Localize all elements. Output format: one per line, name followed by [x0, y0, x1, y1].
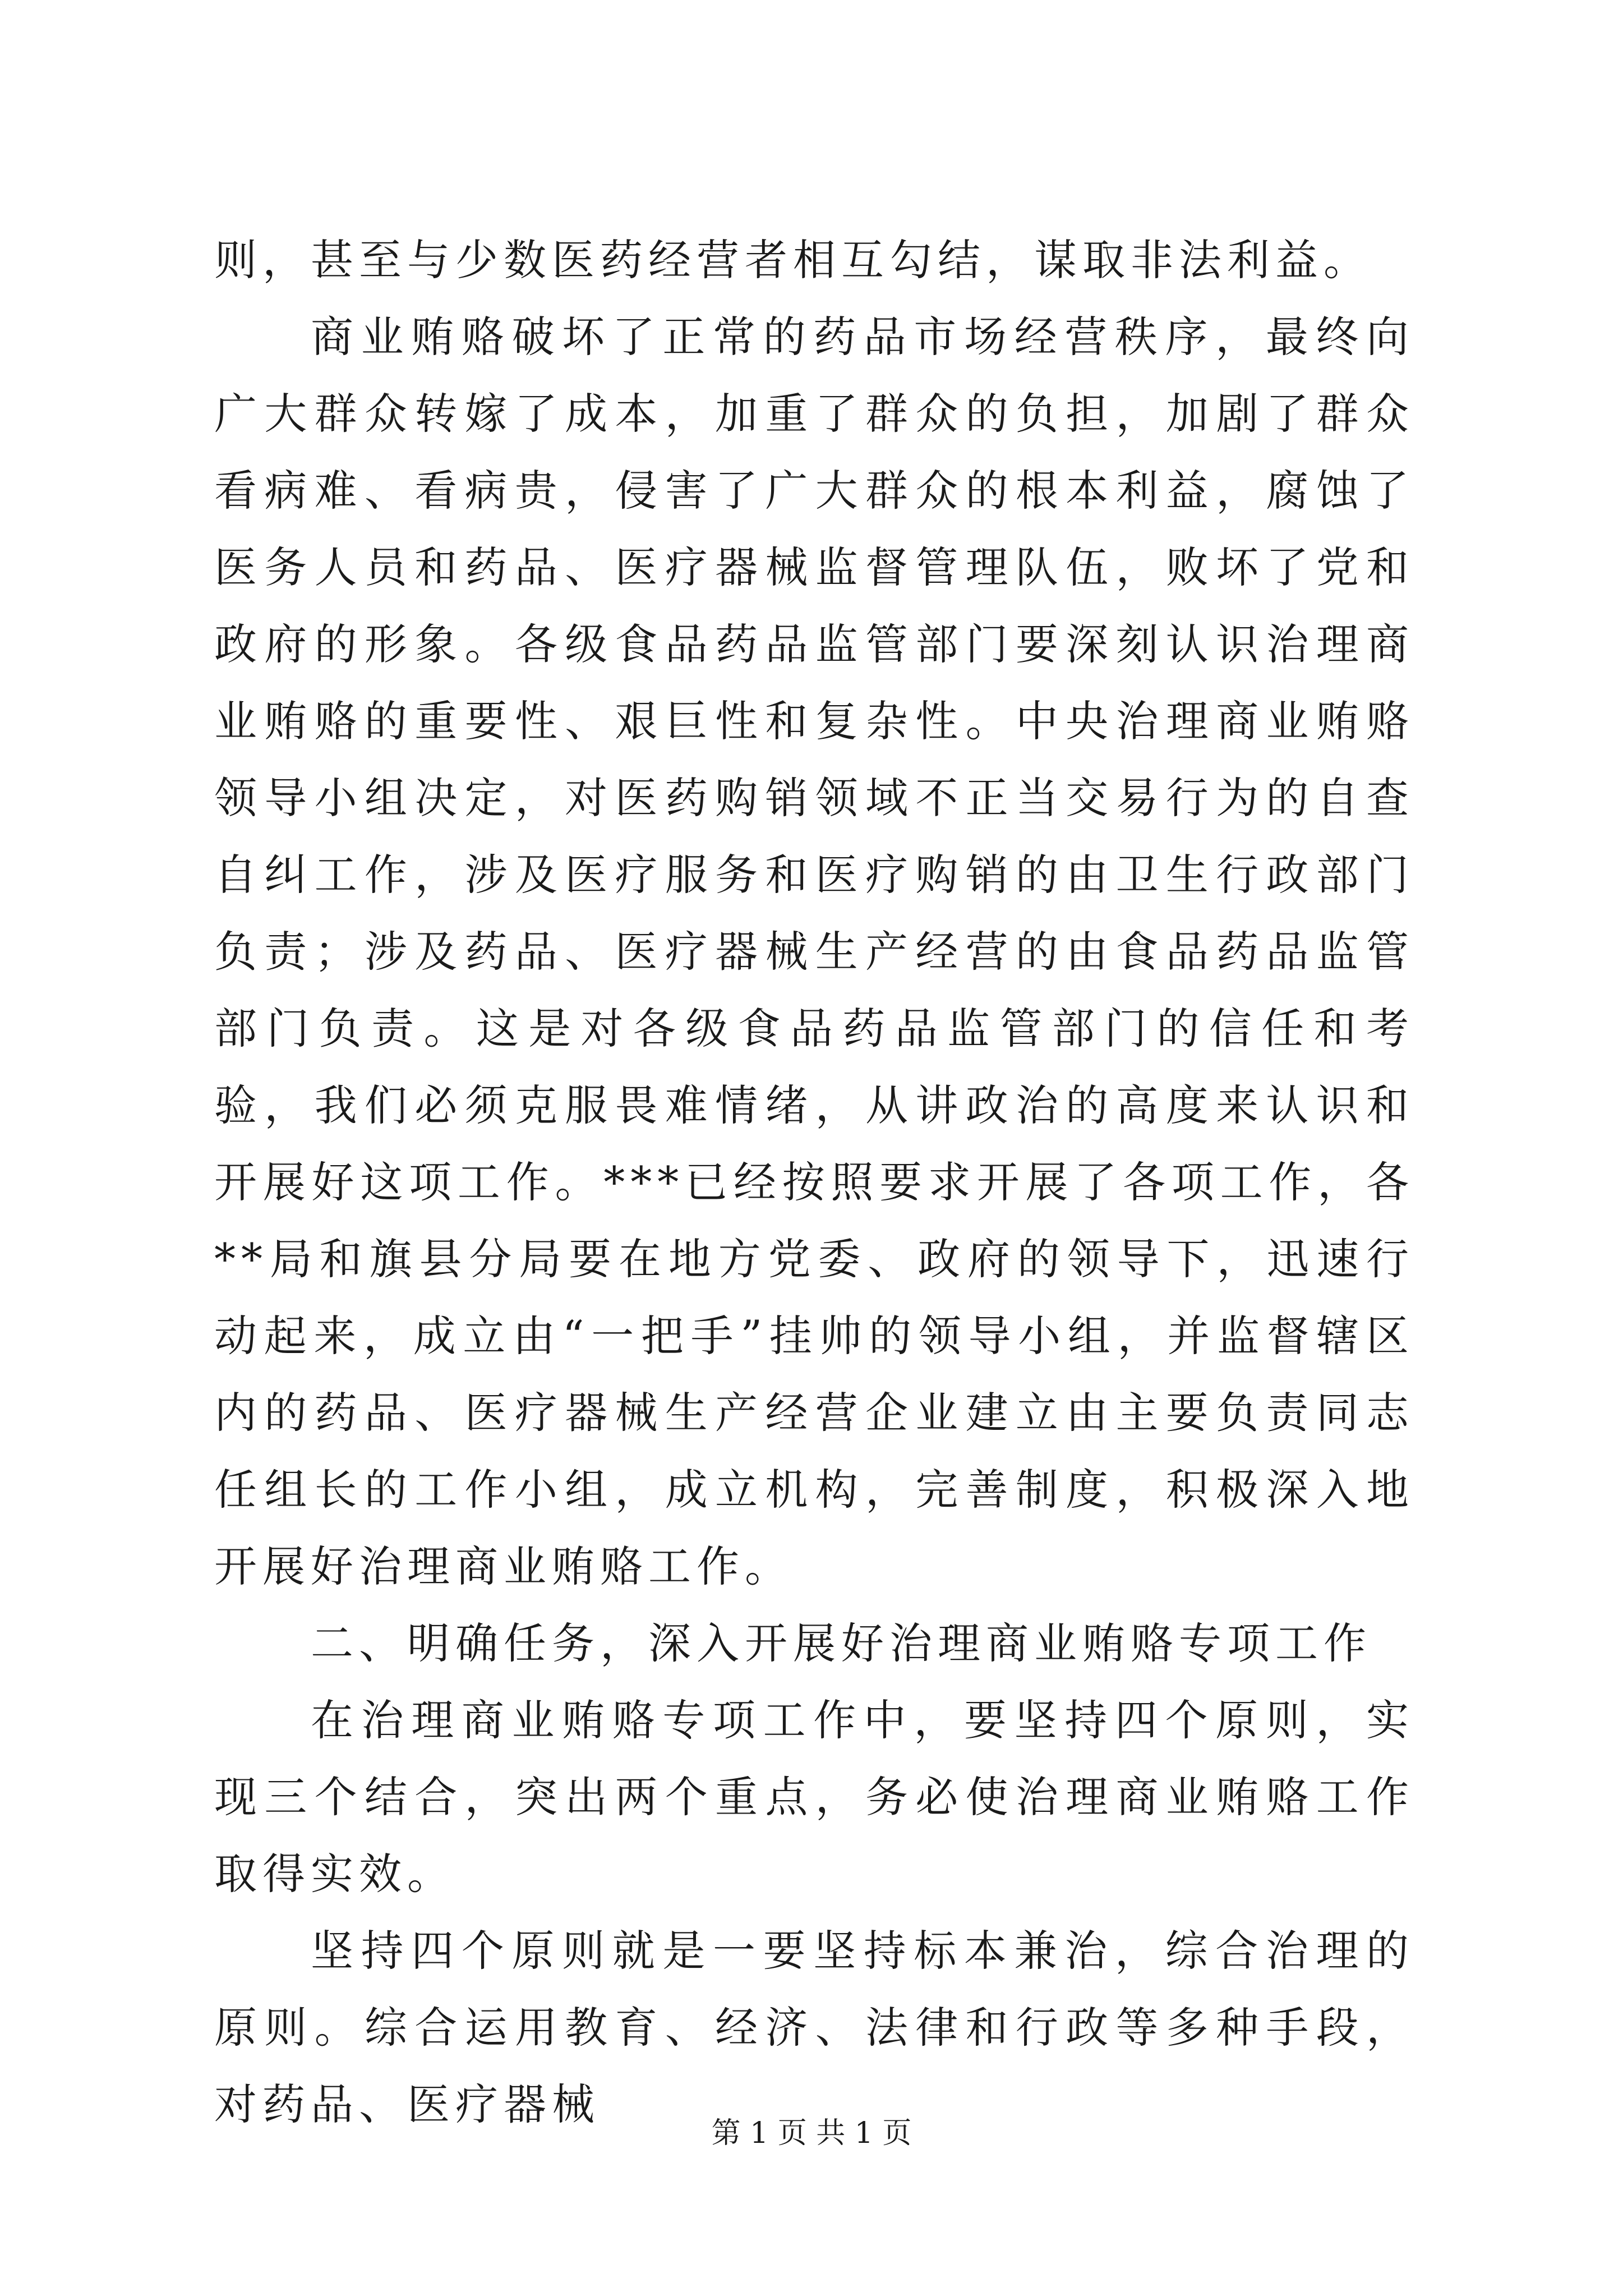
paragraph-1: 则，甚至与少数医药经营者相互勾结，谋取非法利益。	[214, 235, 1372, 285]
section-heading: 二、明确任务，深入开展好治理商业贿赂专项工作	[311, 1618, 1372, 1668]
page-footer: 第 1 页 共 1 页	[711, 2116, 912, 2150]
document-body	[214, 222, 1414, 2143]
paragraph-3: 在治理商业贿赂专项工作中，要坚持四个原则，实现三个结合，突出两个重点，务必使治理商业贿赂工作取得实效。	[214, 1695, 1414, 1899]
paragraph-4: 坚持四个原则就是一要坚持标本兼治，综合治理的原则。综合运用教育、经济、法律和行政等多种手段，对药品、医疗器械	[214, 1926, 1414, 2129]
paragraph-2: 商业贿赂破坏了正常的药品市场经营秩序，最终向广大群众转嫁了成本，加重了群众的负担，加剧了群众看病难、看病贵，侵害了广大群众的根本利益，腐蚀了医务人员和药品、医疗器械监督管理队伍，败坏了党和政府的形象。各级食品药品监管部门要深刻认识治理商业贿赂的重要性、艰巨性和复杂性。中央治理商业贿赂领导小组决定，对医药购销领域不正当交易行为的自查自纠工作，涉及医疗服务和医疗购销的由卫生行政部门负责；涉及药品、医疗器械生产经营的由食品药品监管部门负责。这是对各级食品药品监管部门的信任和考验，我们必须克服畏难情绪，从讲政治的高度来认识和开展好这项工作。***已经按照要求开展了各项工作，各**局和旗县分局要在地方党委、政府的领导下，迅速行动起来，成立由“一把手”挂帅的领导小组，并监督辖区内的药品、医疗器械生产经营企业建立由主要负责同志任组长的工作小组，成立机构，完善制度，积极深入地开展好治理商业贿赂工作。	[214, 312, 1414, 1591]
